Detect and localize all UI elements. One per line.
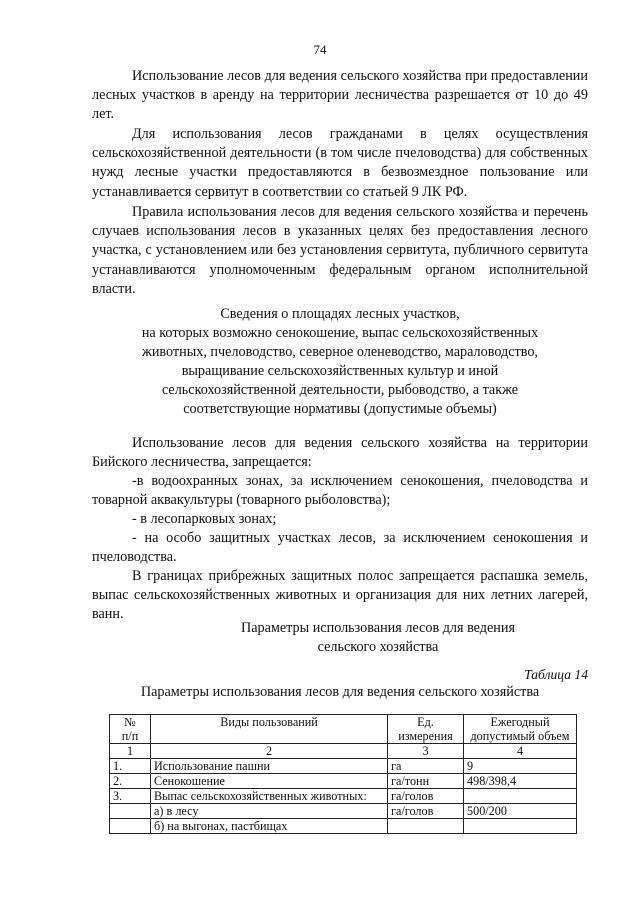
paragraph-rules: Правила использования лесов для ведения сельского хозяйства и перечень случаев использования лесов в указанных целях без предоставления лесного участка, с установлением или без установления сервитута, публичного сервитута устанавливаются уполномоченным федеральным органом исполнительной власти. [92,204,588,297]
cell-volume [464,819,577,834]
cell-number: 1. [110,759,151,774]
paragraph-coastal-strips: В границах прибрежных защитных полос запрещается распашка земель, выпас сельскохозяйственных животных и организация для них летних лагерей, ванн. [92,568,588,623]
header-cell-unit: Ед. измерения [388,715,464,744]
cell-usage-type: Сенокошение [151,774,388,789]
table-row [110,759,577,774]
cell-volume: 498/398,4 [464,774,577,789]
cell-volume: 9 [464,759,577,774]
table-label: Таблица 14 [524,667,588,682]
cell-usage-type: б) на выгонах, пастбищах [151,819,388,834]
page-number: 74 [313,42,327,57]
table-header-row [110,715,577,744]
section-heading-line: сельскохозяйственной деятельности, рыбоводство, а также [161,382,519,398]
cell-number: 3. [110,789,151,804]
section-heading-line: соответствующие нормативы (допустимые объемы) [183,401,497,417]
header-cell-annual-volume: Ежегодный допустимый объем [464,715,577,744]
section-heading-line: на которых возможно сенокошение, выпас сельскохозяйственных [141,325,539,341]
cell-usage-type: Использование пашни [151,759,388,774]
cell-number [110,819,151,834]
table-row [110,804,577,819]
column-number: 1 [110,744,151,759]
column-number-row [110,744,577,759]
params-heading-line: Параметры использования лесов для ведения [240,620,516,636]
restrictions-intro: Использование лесов для ведения сельского хозяйства на территории Бийского лесничества, запрещается: [92,435,588,471]
table-row [110,819,577,834]
restriction-item: - в лесопарковых зонах; [132,511,277,527]
cell-usage-type: а) в лесу [151,804,388,819]
table-title: Параметры использования лесов для ведения сельского хозяйства [140,684,540,700]
usage-parameters-table [109,714,577,834]
table-row [110,774,577,789]
table-row [110,789,577,804]
header-cell-number: № п/п [110,715,151,744]
section-heading-line: Сведения о площадях лесных участков, [220,306,460,322]
section-heading-line: животных, пчеловодство, северное оленеводство, мараловодство, [142,344,538,360]
cell-unit: га/голов [388,789,464,804]
cell-number: 2. [110,774,151,789]
header-cell-usage-type: Виды пользований [151,715,388,744]
restriction-item: - на особо защитных участках лесов, за исключением сенокошения и пчеловодства. [92,530,588,566]
cell-volume: 500/200 [464,804,577,819]
section-heading-line: выращивание сельскохозяйственных культур и иной [181,363,499,379]
cell-volume [464,789,577,804]
paragraph-lease-term: Использование лесов для ведения сельского хозяйства при предоставлении лесных участков в аренду на территории лесничества разрешается от 10 до 49 лет. [92,68,588,123]
column-number: 4 [464,744,577,759]
column-number: 3 [388,744,464,759]
cell-number [110,804,151,819]
params-heading-line: сельского хозяйства [317,639,439,655]
cell-unit: га/голов [388,804,464,819]
restriction-item: -в водоохранных зонах, за исключением сенокошения, пчеловодства и товарной аквакультуры (товарного рыболовства); [92,473,588,509]
cell-unit: га [388,759,464,774]
column-number: 2 [151,744,388,759]
cell-unit: га/тонн [388,774,464,789]
paragraph-citizens-use: Для использования лесов гражданами в целях осуществления сельскохозяйственной деятельности (в том числе пчеловодства) для собственных нужд лесные участки предоставляются в безвозмездное пользование или устанавливается сервитут в соответствии со статьей 9 ЛК РФ. [92,126,588,200]
cell-unit [388,819,464,834]
cell-usage-type: Выпас сельскохозяйственных животных: [151,789,388,804]
